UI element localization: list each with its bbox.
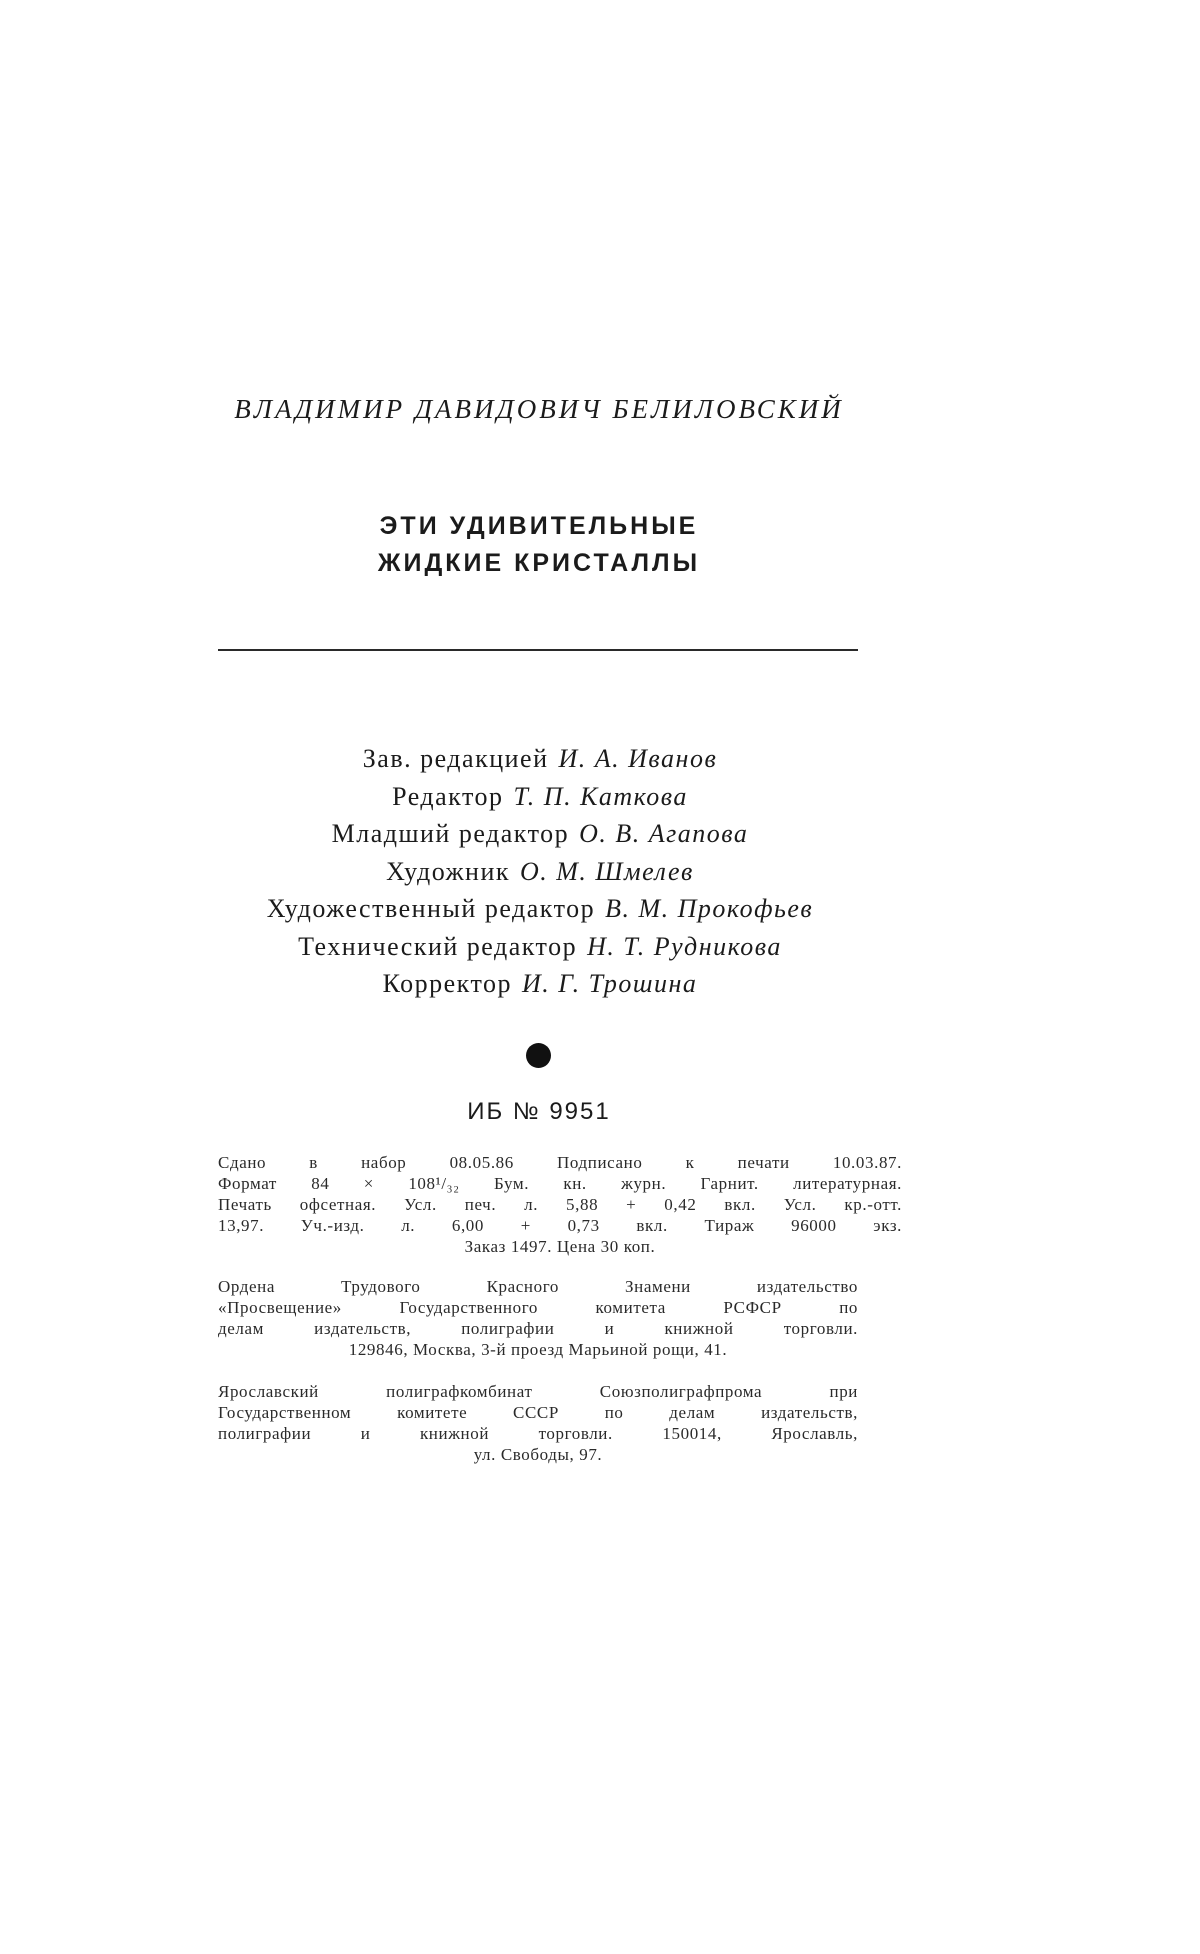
credit-line bbox=[180, 740, 900, 778]
ib-number: ИБ № 9951 bbox=[467, 1098, 611, 1125]
credit-line bbox=[180, 965, 900, 1003]
imprint-line: делам издательств, полиграфии и книжной торговли. bbox=[218, 1319, 858, 1338]
credit-line bbox=[180, 815, 900, 853]
credit-line bbox=[180, 778, 900, 816]
imprint-line: «Просвещение» Государственного комитета РСФСР по bbox=[218, 1298, 858, 1317]
credit-person: О. М. Шмелев bbox=[520, 856, 694, 886]
imprint-line: 13,97. Уч.-изд. л. 6,00 + 0,73 вкл. Тираж 96000 экз. bbox=[218, 1216, 902, 1235]
printer-details bbox=[218, 1381, 858, 1465]
credit-person: В. М. Прокофьев bbox=[605, 894, 814, 923]
book-title bbox=[214, 508, 864, 582]
credit-role: Корректор bbox=[382, 969, 512, 998]
credit-person: Н. Т. Рудникова bbox=[587, 931, 782, 961]
imprint-line: Государственном комитете СССР по делам издательств, bbox=[218, 1403, 858, 1422]
production-details bbox=[218, 1152, 902, 1257]
author-name: ВЛАДИМИР ДАВИДОВИЧ БЕЛИЛОВСКИЙ bbox=[234, 394, 844, 424]
imprint-line: Печать офсетная. Усл. печ. л. 5,88 + 0,42 вкл. Усл. кр.-отт. bbox=[218, 1195, 902, 1214]
credits-list bbox=[180, 740, 900, 1003]
credit-line bbox=[180, 890, 900, 928]
credit-line bbox=[180, 928, 900, 966]
credit-role: Художественный редактор bbox=[266, 894, 596, 923]
bullet-dot-icon bbox=[526, 1043, 551, 1068]
title-divider bbox=[218, 649, 858, 651]
credit-role: Технический редактор bbox=[298, 931, 578, 961]
imprint-line: Заказ 1497. Цена 30 коп. bbox=[464, 1237, 656, 1256]
credit-role: Редактор bbox=[392, 781, 504, 811]
credit-person: О. В. Агапова bbox=[579, 819, 749, 848]
imprint-line: Сдано в набор 08.05.86 Подписано к печати 10.03.87. bbox=[218, 1153, 902, 1172]
credit-line bbox=[180, 853, 900, 891]
imprint-line: 129846, Москва, 3-й проезд Марьиной рощи, 41. bbox=[348, 1340, 728, 1359]
imprint-line: Ордена Трудового Красного Знамени издательство bbox=[218, 1277, 858, 1296]
imprint-line: ул. Свободы, 97. bbox=[473, 1445, 603, 1464]
imprint-line: Формат 84 × 108¹/₃₂ Бум. кн. журн. Гарнит. литературная. bbox=[218, 1174, 902, 1193]
publisher-details bbox=[218, 1276, 858, 1360]
credit-person: Т. П. Каткова bbox=[513, 781, 688, 811]
imprint-line: Ярославский полиграфкомбинат Союзполиграфпрома при bbox=[218, 1382, 858, 1401]
imprint-line: полиграфии и книжной торговли. 150014, Ярославль, bbox=[218, 1424, 858, 1443]
book-title-line-2: ЖИДКИЕ КРИСТАЛЛЫ bbox=[377, 549, 701, 577]
credit-person: И. Г. Трошина bbox=[521, 969, 698, 998]
credit-person: И. А. Иванов bbox=[558, 744, 718, 773]
credit-role: Младший редактор bbox=[331, 819, 570, 848]
credit-role: Художник bbox=[386, 856, 510, 886]
credit-role: Зав. редакцией bbox=[362, 744, 549, 773]
book-title-line-1: ЭТИ УДИВИТЕЛЬНЫЕ bbox=[379, 512, 699, 540]
